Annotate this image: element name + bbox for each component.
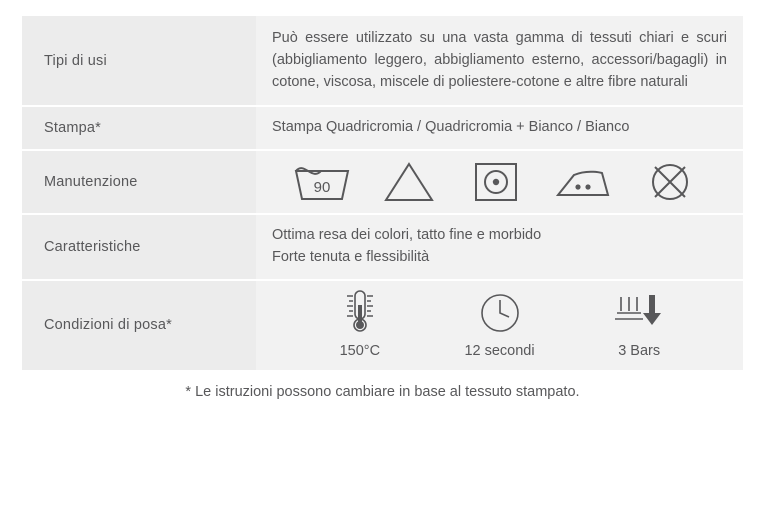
table-row-features (22, 214, 743, 280)
tumble-dry-icon (452, 159, 539, 205)
table-row-care (22, 150, 743, 214)
laying-caption-pressure: 3 Bars (618, 342, 661, 359)
row-label-care: Manutenzione (22, 150, 256, 214)
features-line-1: Ottima resa dei colori, tatto fine e morbido (272, 227, 542, 243)
table-row-laying-conditions (22, 280, 743, 372)
row-value-uses: Può essere utilizzato su una vasta gamma di tessuti chiari e scuri (abbigliamento leggero, abbigliamento esterno, accessori/bagagli) in cotone, viscosa, miscele di poliestere-cotone e altre fibre naturali (256, 16, 743, 106)
laying-caption-temperature: 150°C (339, 342, 381, 359)
laying-item-temperature (290, 287, 430, 363)
thermometer-icon (340, 287, 380, 335)
laying-conditions-group (272, 287, 727, 363)
row-label-laying-conditions: Condizioni di posa* (22, 280, 256, 372)
table-row-print (22, 106, 743, 150)
wash-temperature-text: 90 (313, 179, 330, 196)
row-label-uses: Tipi di usi (22, 16, 256, 106)
laying-caption-time: 12 secondi (464, 342, 535, 359)
specification-table (22, 16, 743, 372)
footnote: * Le istruzioni possono cambiare in base al tessuto stampato. (185, 384, 580, 401)
laying-item-time (430, 287, 570, 363)
features-line-2: Forte tenuta e flessibilità (272, 248, 430, 265)
pressure-icon (611, 287, 667, 335)
wash-tub-90-icon (278, 159, 365, 205)
iron-two-dots-icon (539, 159, 626, 205)
row-value-features (256, 214, 743, 280)
row-value-laying-conditions (256, 280, 743, 372)
bleach-triangle-icon (365, 159, 452, 205)
table-row-uses (22, 16, 743, 106)
care-icon-group (272, 159, 727, 205)
no-dry-clean-icon (626, 159, 713, 205)
clock-icon (477, 287, 523, 335)
row-value-print: Stampa Quadricromia / Quadricromia + Bianco / Bianco (256, 106, 743, 150)
row-value-care (256, 150, 743, 214)
row-label-print: Stampa* (22, 106, 256, 150)
row-label-features: Caratteristiche (22, 214, 256, 280)
laying-item-pressure (569, 287, 709, 363)
